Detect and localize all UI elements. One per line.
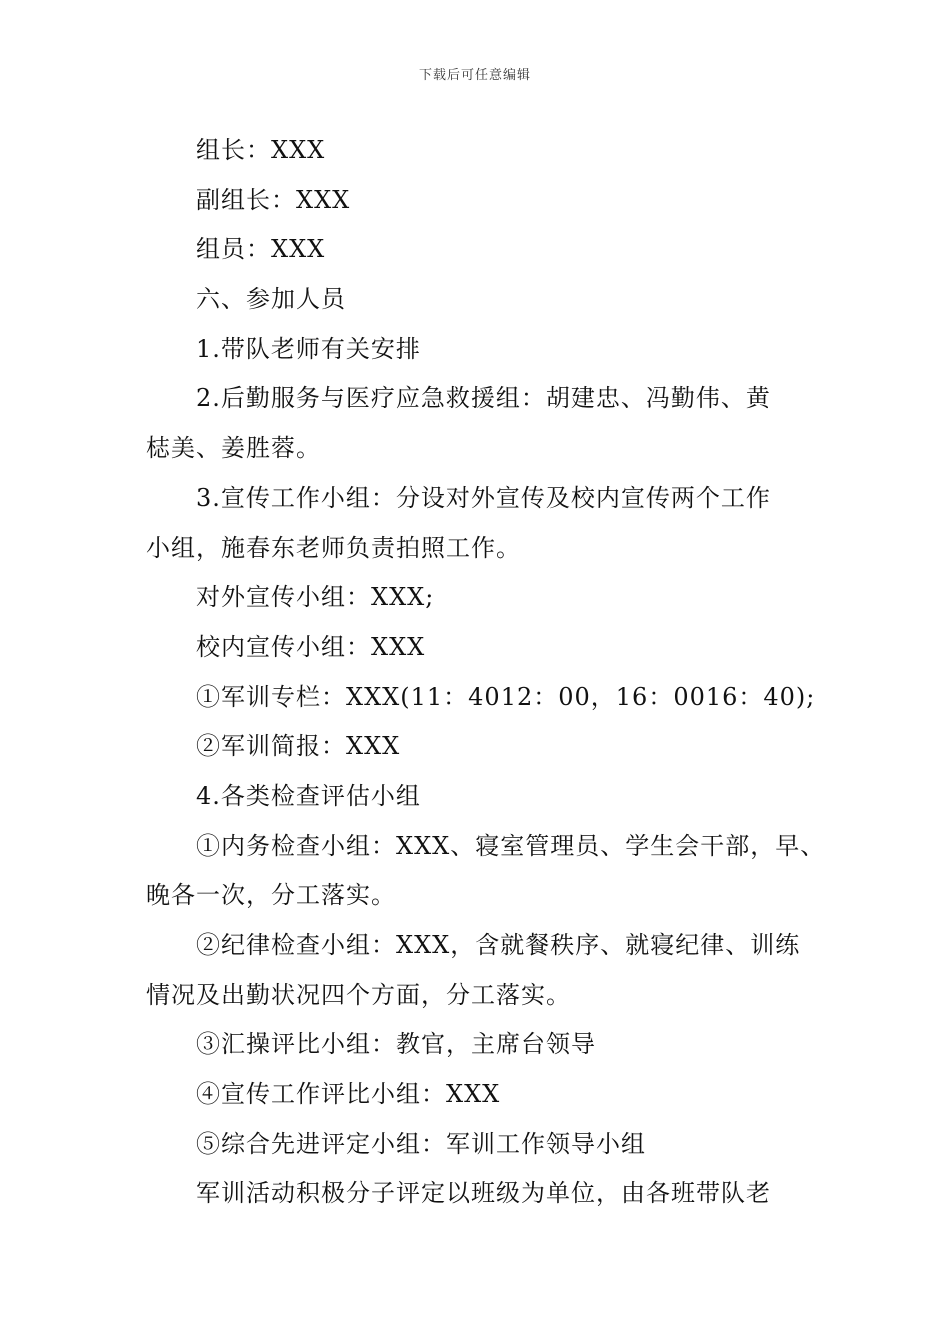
text-line: 情况及出勤状况四个方面，分工落实。 [146,980,571,1009]
text-line: 4.各类检查评估小组 [196,781,421,810]
text-line: ②纪律检查小组：XXX，含就餐秩序、就寝纪律、训练 [196,931,801,959]
text-line: 副组长：XXX [196,185,351,214]
document-body [146,126,826,1219]
text-line: 小组，施春东老师负责拍照工作。 [146,533,521,562]
text-line: ⑤综合先进评定小组：军训工作领导小组 [196,1129,646,1158]
section-heading: 六、参加人员 [196,285,346,314]
text-line: ①内务检查小组：XXX、寝室管理员、学生会干部，早、 [196,831,826,860]
text-line: 校内宣传小组：XXX [196,632,426,661]
text-line: 3.宣传工作小组：分设对外宣传及校内宣传两个工作 [196,483,771,512]
text-line: 2.后勤服务与医疗应急救援组：胡建忠、冯勤伟、黄 [196,384,771,413]
text-line: ①军训专栏：XXX(11：4012：00，16：0016：40); [196,682,816,711]
text-line: ②军训简报：XXX [196,732,401,761]
text-line: 1.带队老师有关安排 [196,334,421,363]
text-line: 军训活动积极分子评定以班级为单位，由各班带队老 [196,1179,771,1208]
text-line: ③汇操评比小组：教官，主席台领导 [196,1030,596,1059]
text-line: ④宣传工作评比小组：XXX [196,1080,501,1109]
text-line: 晚各一次，分工落实。 [146,881,396,910]
text-line: 组员：XXX [196,235,326,264]
text-line: 梽美、姜胜蓉。 [146,434,321,463]
page-header-note: 下载后可任意编辑 [418,68,531,83]
text-line: 对外宣传小组：XXX; [196,583,435,612]
text-line: 组长：XXX [196,136,326,164]
